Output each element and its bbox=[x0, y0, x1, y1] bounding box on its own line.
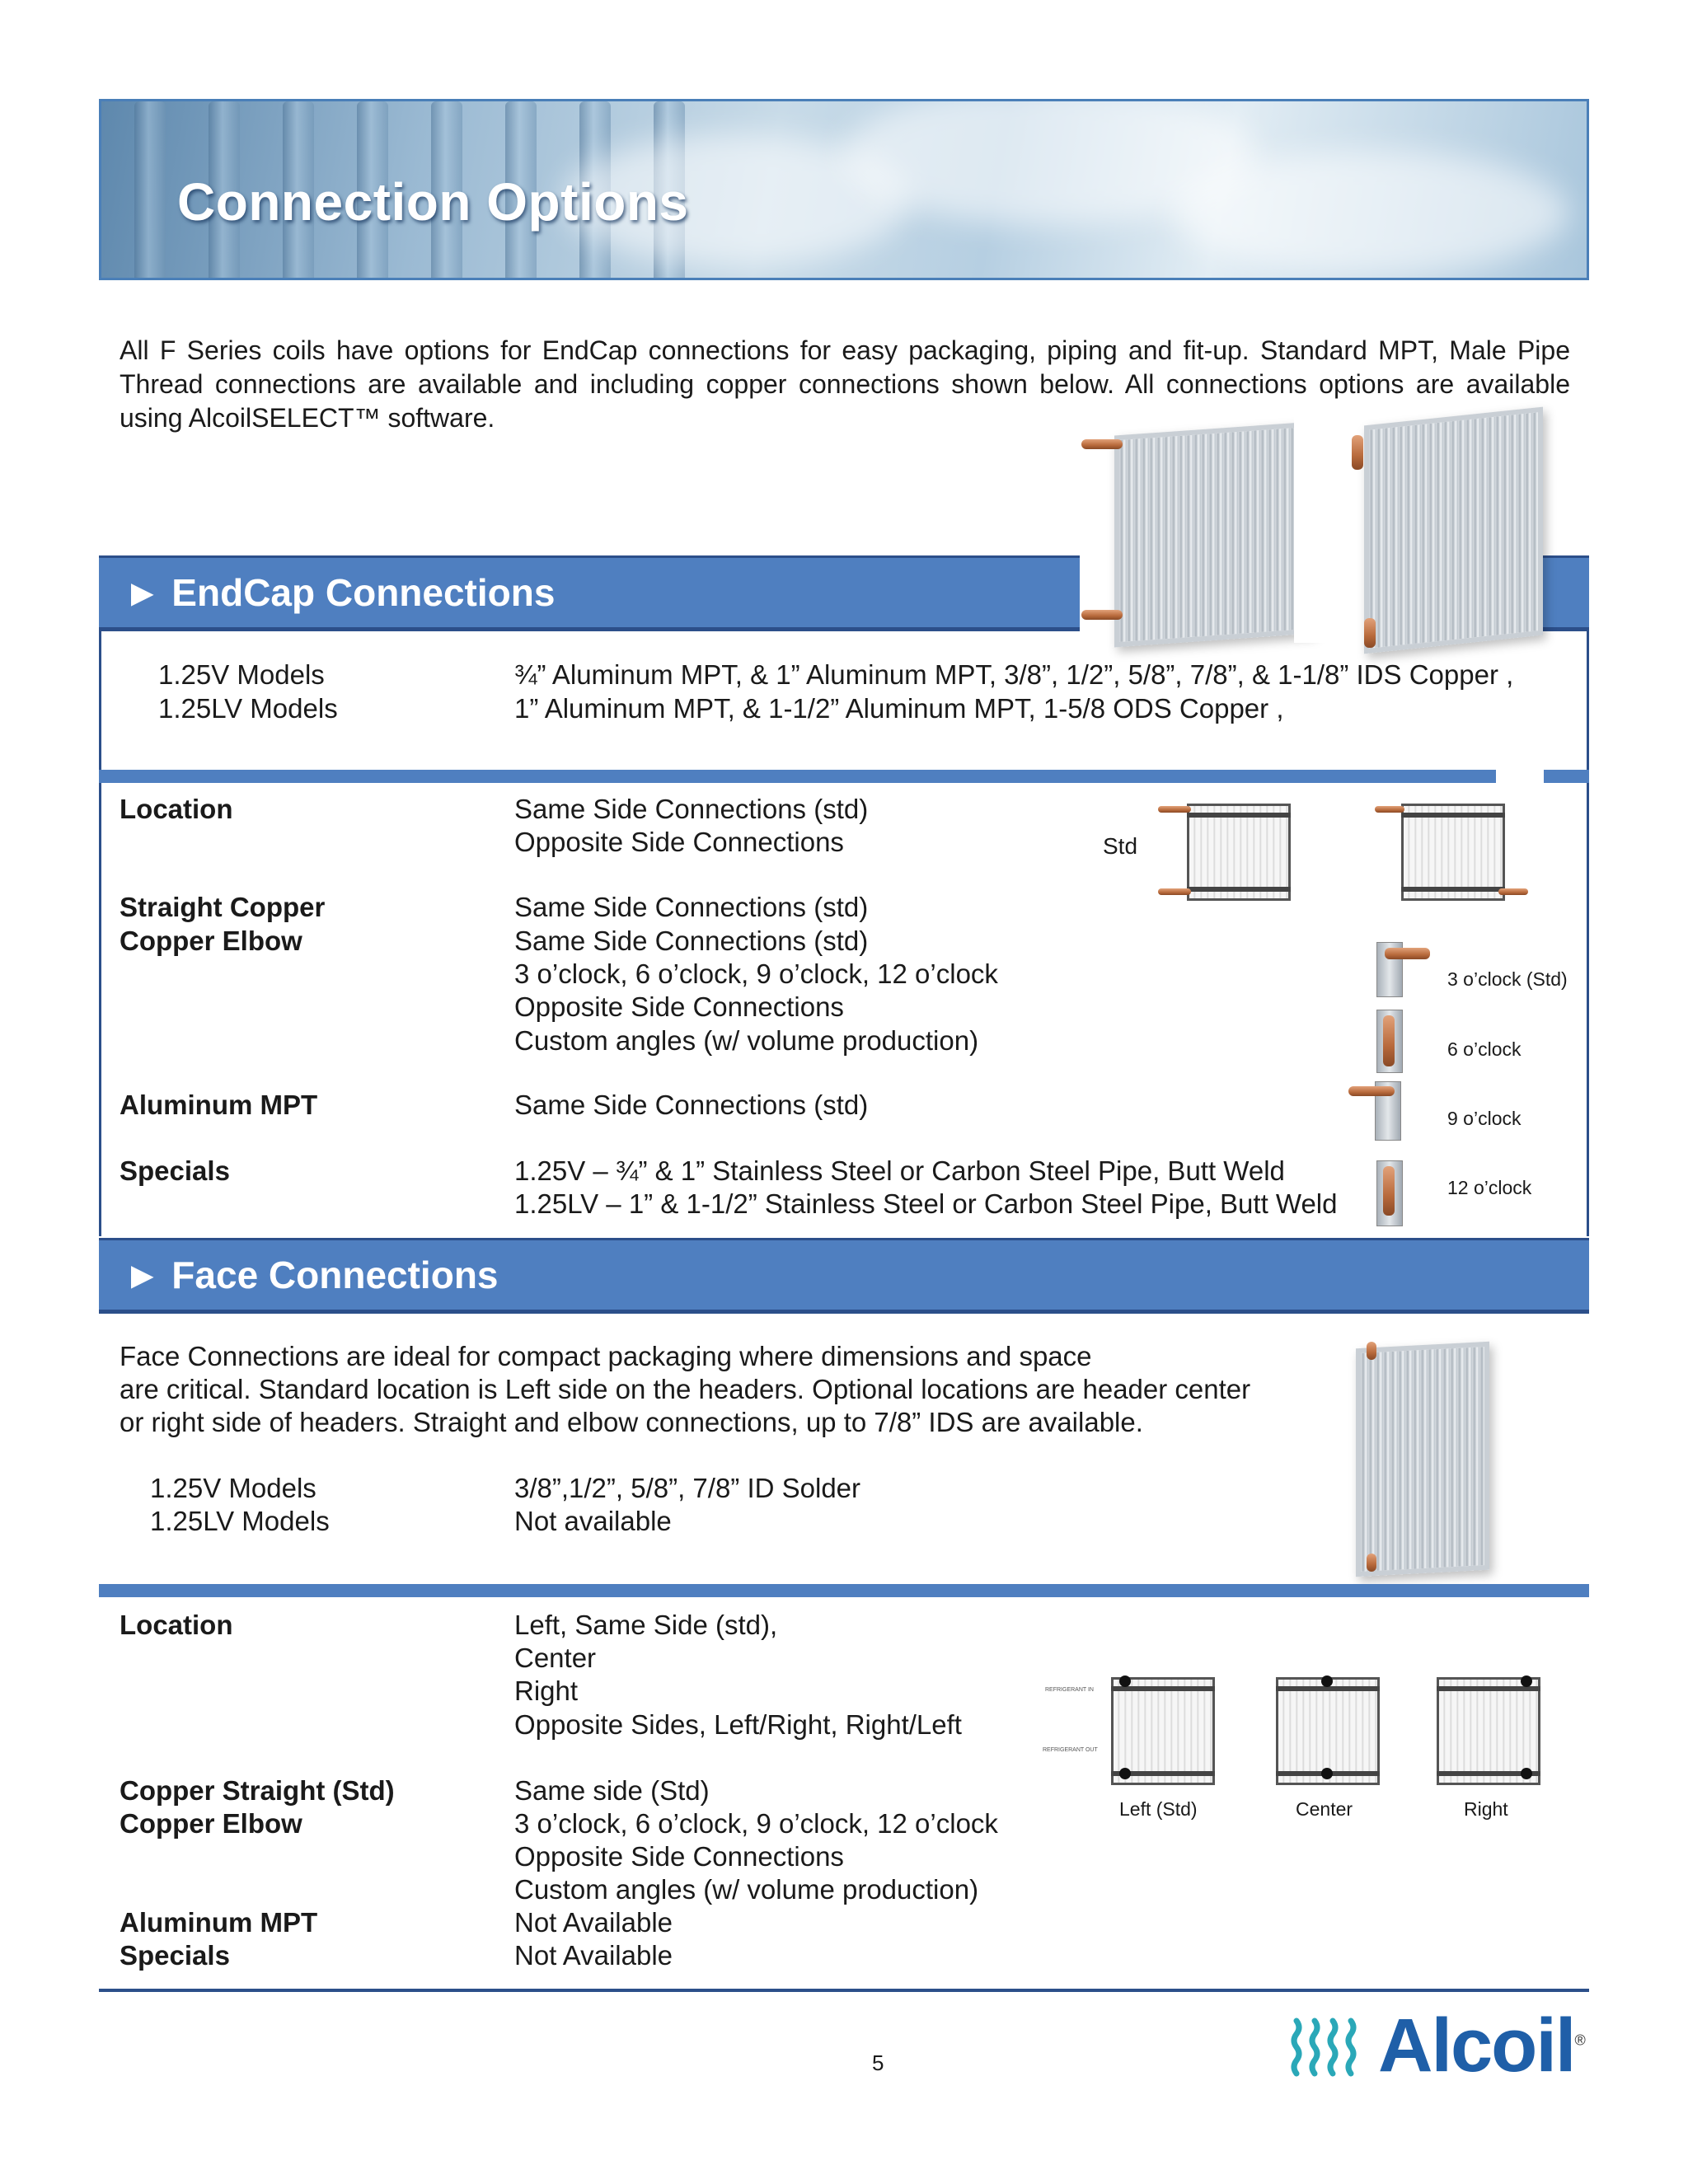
endcap-model-name: 1.25LV Models bbox=[158, 693, 338, 724]
page-banner bbox=[99, 99, 1589, 280]
alcoil-logo-icon bbox=[1290, 2013, 1374, 2085]
same-side-schematic bbox=[1187, 804, 1291, 901]
refrigerant-out-label: REFRIGERANT OUT bbox=[1043, 1747, 1098, 1753]
row-label: Copper Straight (Std) bbox=[120, 1775, 395, 1806]
row-value: Opposite Sides, Left/Right, Right/Left bbox=[514, 1709, 962, 1740]
row-label: Aluminum MPT bbox=[120, 1090, 318, 1120]
row-value: Opposite Side Connections bbox=[514, 991, 844, 1022]
opposite-side-schematic bbox=[1401, 804, 1505, 901]
row-value: Same side (Std) bbox=[514, 1775, 710, 1806]
refrigerant-in-label: REFRIGERANT IN bbox=[1045, 1687, 1094, 1693]
copper-pipe-icon bbox=[1352, 435, 1363, 470]
face-description-line: are critical. Standard location is Left side on the headers. Optional locations are header center bbox=[120, 1374, 1251, 1404]
page-number: 5 bbox=[872, 2050, 884, 2075]
face-coil-photo bbox=[1356, 1342, 1489, 1577]
bottom-divider bbox=[99, 1989, 1589, 1992]
endcap-coil-photo-2 bbox=[1364, 407, 1543, 654]
std-label: Std bbox=[1103, 833, 1138, 859]
section-divider bbox=[99, 770, 1589, 783]
clock-label: 12 o’clock bbox=[1447, 1177, 1532, 1198]
face-description-line: or right side of headers. Straight and elbow connections, up to 7/8” IDS are available. bbox=[120, 1407, 1143, 1437]
copper-pipe-icon bbox=[1081, 610, 1123, 620]
row-label: Straight Copper bbox=[120, 892, 326, 922]
diagram-label: Right bbox=[1464, 1798, 1508, 1820]
endcap-model-name: 1.25V Models bbox=[158, 659, 325, 690]
row-label: Copper Elbow bbox=[120, 926, 302, 956]
diagram-label: Left (Std) bbox=[1119, 1798, 1198, 1820]
row-label: Specials bbox=[120, 1155, 230, 1186]
row-value: 3 o’clock, 6 o’clock, 9 o’clock, 12 o’clock bbox=[514, 1808, 998, 1839]
registered-mark: ® bbox=[1574, 2032, 1584, 2049]
face-description-line: Face Connections are ideal for compact packaging where dimensions and space bbox=[120, 1341, 1092, 1371]
row-value: Same Side Connections (std) bbox=[514, 1090, 869, 1120]
copper-pipe-icon bbox=[1081, 439, 1123, 449]
row-value: 1.25V – ¾” & 1” Stainless Steel or Carbon Steel Pipe, Butt Weld bbox=[514, 1155, 1285, 1186]
row-value: Opposite Side Connections bbox=[514, 1841, 844, 1872]
row-value: 3 o’clock, 6 o’clock, 9 o’clock, 12 o’clock bbox=[514, 958, 998, 989]
face-model-name: 1.25V Models bbox=[150, 1473, 316, 1503]
endcap-model-spec: 1” Aluminum MPT, & 1-1/2” Aluminum MPT, 1-5/8 ODS Copper , bbox=[514, 693, 1284, 724]
face-model-name: 1.25LV Models bbox=[150, 1506, 330, 1536]
row-value: Opposite Side Connections bbox=[514, 827, 844, 857]
page-title: Connection Options bbox=[177, 172, 689, 232]
row-label: Location bbox=[120, 1610, 233, 1640]
row-value: Custom angles (w/ volume production) bbox=[514, 1025, 979, 1056]
row-value: Same Side Connections (std) bbox=[514, 794, 869, 824]
clock-label: 9 o’clock bbox=[1447, 1108, 1522, 1129]
alcoil-logo-text: Alcoil® bbox=[1378, 2004, 1584, 2088]
endcap-section-title: ► EndCap Connections bbox=[124, 571, 556, 614]
row-value: Center bbox=[514, 1643, 597, 1673]
endcap-model-spec: ¾” Aluminum MPT, & 1” Aluminum MPT, 3/8”, 1/2”, 5/8”, 7/8”, & 1-1/8” IDS Copper , bbox=[514, 659, 1514, 690]
copper-pipe-icon bbox=[1364, 618, 1376, 648]
clock-label: 6 o’clock bbox=[1447, 1038, 1522, 1060]
row-value: Custom angles (w/ volume production) bbox=[514, 1874, 979, 1905]
row-value: 1.25LV – 1” & 1-1/2” Stainless Steel or Carbon Steel Pipe, Butt Weld bbox=[514, 1188, 1338, 1219]
face-model-spec: 3/8”,1/2”, 5/8”, 7/8” ID Solder bbox=[514, 1473, 861, 1503]
row-value: Right bbox=[514, 1675, 579, 1706]
face-section-title: ► Face Connections bbox=[124, 1254, 499, 1296]
endcap-coil-photo-1 bbox=[1114, 422, 1314, 648]
row-value: Same Side Connections (std) bbox=[514, 926, 869, 956]
row-value: Not Available bbox=[514, 1907, 673, 1938]
intro-paragraph: All F Series coils have options for EndCap connections for easy packaging, piping and fit-up. Standard MPT, Male Pipe Thread connections are available and including copper connections shown below. All connections options are available using AlcoilSELECT™ software. bbox=[120, 335, 1570, 433]
row-label: Aluminum MPT bbox=[120, 1907, 318, 1938]
face-model-spec: Not available bbox=[514, 1506, 672, 1536]
diagram-label: Center bbox=[1296, 1798, 1353, 1820]
face-section-header bbox=[99, 1238, 1589, 1314]
row-value: Left, Same Side (std), bbox=[514, 1610, 778, 1640]
row-label: Location bbox=[120, 794, 233, 824]
clock-label: 3 o’clock (Std) bbox=[1447, 968, 1568, 990]
row-value: Same Side Connections (std) bbox=[514, 892, 869, 922]
row-label: Specials bbox=[120, 1940, 230, 1971]
row-label: Copper Elbow bbox=[120, 1808, 302, 1839]
row-value: Not Available bbox=[514, 1940, 673, 1971]
section-divider bbox=[99, 1584, 1589, 1597]
